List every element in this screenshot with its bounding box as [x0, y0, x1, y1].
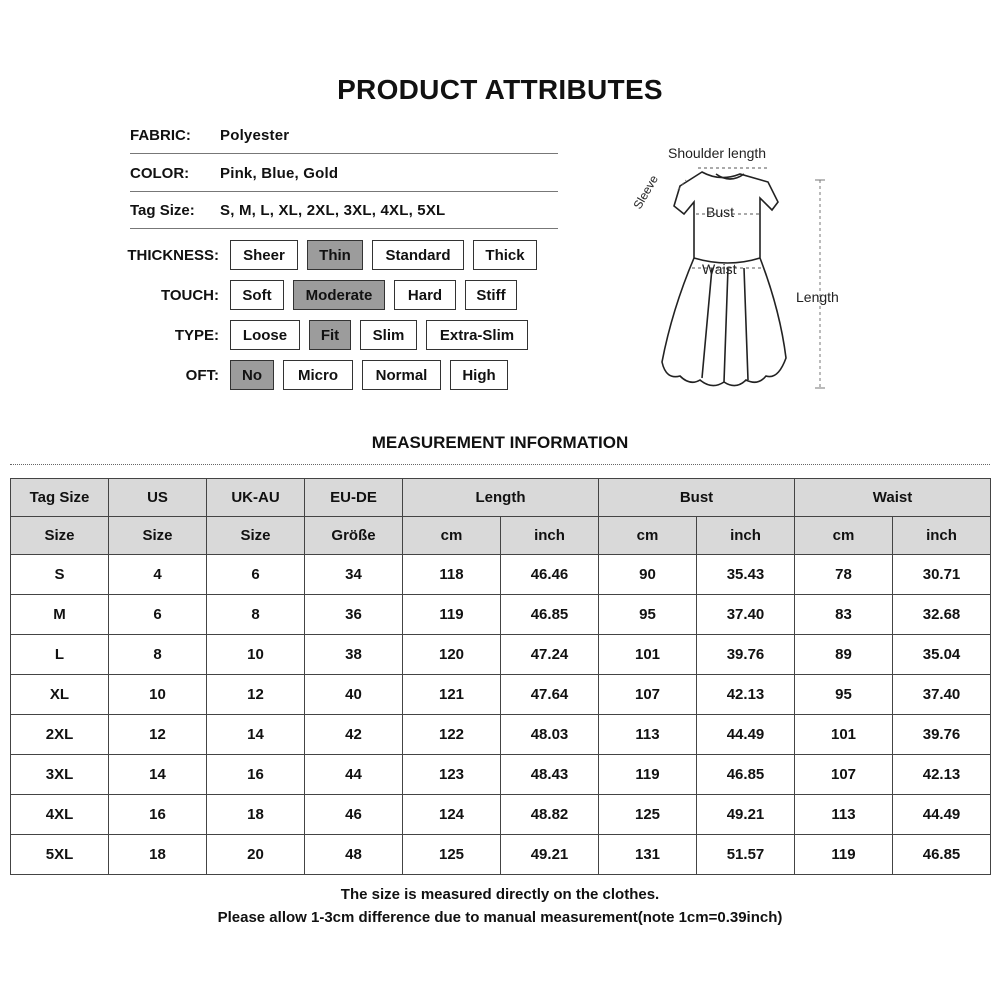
table-cell: 42.13	[893, 755, 991, 795]
subheader-cell: inch	[501, 517, 599, 555]
table-cell: 37.40	[893, 675, 991, 715]
option-label: TYPE:	[174, 326, 219, 344]
table-cell: 46.85	[697, 755, 795, 795]
attr-tag-size	[130, 192, 558, 229]
table-cell: XL	[11, 675, 109, 715]
table-cell: 47.24	[501, 635, 599, 675]
table-row	[11, 635, 991, 675]
attr-color	[130, 155, 558, 192]
table-cell: 2XL	[11, 715, 109, 755]
table-cell: 16	[109, 795, 207, 835]
chip-micro: Micro	[283, 360, 353, 390]
chip-extra-slim: Extra-Slim	[426, 320, 528, 350]
table-cell: L	[11, 635, 109, 675]
measurement-title: MEASUREMENT INFORMATION	[371, 433, 629, 452]
table-cell: 48.03	[501, 715, 599, 755]
label-length: Length	[796, 289, 839, 305]
table-cell: 44.49	[893, 795, 991, 835]
table-cell: 123	[403, 755, 501, 795]
table-cell: 119	[403, 595, 501, 635]
table-row	[11, 715, 991, 755]
table-body	[11, 555, 991, 875]
table-cell: 118	[403, 555, 501, 595]
table-cell: 125	[599, 795, 697, 835]
table-cell: 6	[207, 555, 305, 595]
table-cell: 107	[599, 675, 697, 715]
attr-fabric	[130, 117, 558, 154]
table-cell: 32.68	[893, 595, 991, 635]
table-cell: 95	[599, 595, 697, 635]
table-cell: 4XL	[11, 795, 109, 835]
table-cell: 49.21	[501, 835, 599, 875]
option-oft	[110, 360, 517, 390]
table-cell: 48	[305, 835, 403, 875]
table-cell: 12	[109, 715, 207, 755]
subheader-cell: cm	[795, 517, 893, 555]
chip-soft: Soft	[230, 280, 284, 310]
attr-value: S, M, L, XL, 2XL, 3XL, 4XL, 5XL	[220, 201, 446, 219]
subheader-cell: Size	[207, 517, 305, 555]
table-cell: 12	[207, 675, 305, 715]
table-cell: 30.71	[893, 555, 991, 595]
attr-label: COLOR:	[130, 164, 190, 182]
option-touch	[110, 280, 526, 310]
chip-fit-selected: Fit	[309, 320, 351, 350]
table-cell: 37.40	[697, 595, 795, 635]
table-cell: 44.49	[697, 715, 795, 755]
table-header-row	[11, 479, 991, 517]
subheader-cell: Größe	[305, 517, 403, 555]
table-cell: 121	[403, 675, 501, 715]
table-cell: 5XL	[11, 835, 109, 875]
header-cell: EU-DE	[305, 479, 403, 517]
chip-hard: Hard	[394, 280, 456, 310]
chip-high: High	[450, 360, 508, 390]
chip-no-selected: No	[230, 360, 274, 390]
table-cell: 10	[207, 635, 305, 675]
note-measured: The size is measured directly on the clothes.	[340, 886, 660, 903]
table-cell: 83	[795, 595, 893, 635]
chip-thin-selected: Thin	[307, 240, 363, 270]
sleeve-line	[678, 180, 686, 190]
table-cell: 14	[109, 755, 207, 795]
note-allowance: Please allow 1-3cm difference due to manual measurement(note 1cm=0.39inch)	[217, 909, 783, 926]
attr-value: Pink, Blue, Gold	[220, 164, 339, 182]
table-cell: S	[11, 555, 109, 595]
table-cell: 113	[599, 715, 697, 755]
table-row	[11, 675, 991, 715]
table-cell: 122	[403, 715, 501, 755]
table-cell: 107	[795, 755, 893, 795]
table-row	[11, 835, 991, 875]
table-cell: 16	[207, 755, 305, 795]
size-table	[10, 478, 991, 875]
option-label: OFT:	[185, 366, 219, 384]
attr-label: Tag Size:	[130, 201, 195, 219]
table-cell: 95	[795, 675, 893, 715]
table-cell: 48.82	[501, 795, 599, 835]
chip-loose: Loose	[230, 320, 300, 350]
table-cell: 51.57	[697, 835, 795, 875]
table-cell: 8	[207, 595, 305, 635]
table-cell: 119	[599, 755, 697, 795]
header-cell: Waist	[795, 479, 991, 517]
table-cell: 8	[109, 635, 207, 675]
table-cell: 20	[207, 835, 305, 875]
table-cell: 10	[109, 675, 207, 715]
table-cell: 47.64	[501, 675, 599, 715]
chip-standard: Standard	[372, 240, 464, 270]
table-cell: 39.76	[893, 715, 991, 755]
option-label: TOUCH:	[160, 286, 219, 304]
label-shoulder: Shoulder length	[668, 145, 767, 161]
table-cell: 34	[305, 555, 403, 595]
table-cell: 46	[305, 795, 403, 835]
table-row	[11, 755, 991, 795]
chip-slim: Slim	[360, 320, 417, 350]
table-cell: 120	[403, 635, 501, 675]
subheader-cell: Size	[109, 517, 207, 555]
table-cell: M	[11, 595, 109, 635]
table-cell: 35.43	[697, 555, 795, 595]
table-cell: 39.76	[697, 635, 795, 675]
table-row	[11, 595, 991, 635]
subheader-cell: cm	[599, 517, 697, 555]
label-sleeve: Sleeve	[630, 172, 661, 212]
table-cell: 46.85	[501, 595, 599, 635]
table-cell: 119	[795, 835, 893, 875]
table-cell: 90	[599, 555, 697, 595]
header-cell: Bust	[599, 479, 795, 517]
header-cell: UK-AU	[207, 479, 305, 517]
table-cell: 42	[305, 715, 403, 755]
attr-label: FABRIC:	[130, 126, 191, 144]
option-label: THICKNESS:	[127, 246, 219, 264]
chip-normal: Normal	[362, 360, 441, 390]
chip-sheer: Sheer	[230, 240, 298, 270]
header-cell: Tag Size	[11, 479, 109, 517]
table-cell: 48.43	[501, 755, 599, 795]
table-cell: 101	[599, 635, 697, 675]
table-cell: 89	[795, 635, 893, 675]
subheader-cell: cm	[403, 517, 501, 555]
table-cell: 4	[109, 555, 207, 595]
table-cell: 14	[207, 715, 305, 755]
header-cell: US	[109, 479, 207, 517]
option-thickness	[110, 240, 546, 270]
table-cell: 131	[599, 835, 697, 875]
table-cell: 124	[403, 795, 501, 835]
chip-thick: Thick	[473, 240, 537, 270]
table-cell: 46.46	[501, 555, 599, 595]
option-type	[110, 320, 537, 350]
table-subheader-row	[11, 517, 991, 555]
table-cell: 18	[207, 795, 305, 835]
dress-diagram	[620, 140, 860, 400]
dotted-divider	[10, 464, 990, 465]
label-bust: Bust	[706, 204, 735, 220]
table-cell: 18	[109, 835, 207, 875]
chip-moderate-selected: Moderate	[293, 280, 385, 310]
chip-stiff: Stiff	[465, 280, 517, 310]
table-cell: 46.85	[893, 835, 991, 875]
subheader-cell: inch	[697, 517, 795, 555]
table-cell: 125	[403, 835, 501, 875]
table-row	[11, 795, 991, 835]
subheader-cell: Size	[11, 517, 109, 555]
table-cell: 6	[109, 595, 207, 635]
subheader-cell: inch	[893, 517, 991, 555]
table-cell: 36	[305, 595, 403, 635]
table-cell: 44	[305, 755, 403, 795]
table-cell: 113	[795, 795, 893, 835]
table-row	[11, 555, 991, 595]
table-cell: 78	[795, 555, 893, 595]
skirt-fold	[702, 268, 748, 382]
attr-value: Polyester	[220, 126, 290, 144]
page-title: PRODUCT ATTRIBUTES	[337, 74, 663, 105]
table-cell: 38	[305, 635, 403, 675]
table-cell: 101	[795, 715, 893, 755]
table-cell: 42.13	[697, 675, 795, 715]
table-cell: 3XL	[11, 755, 109, 795]
table-cell: 49.21	[697, 795, 795, 835]
header-cell: Length	[403, 479, 599, 517]
table-cell: 35.04	[893, 635, 991, 675]
table-cell: 40	[305, 675, 403, 715]
label-waist: Waist	[702, 261, 737, 277]
